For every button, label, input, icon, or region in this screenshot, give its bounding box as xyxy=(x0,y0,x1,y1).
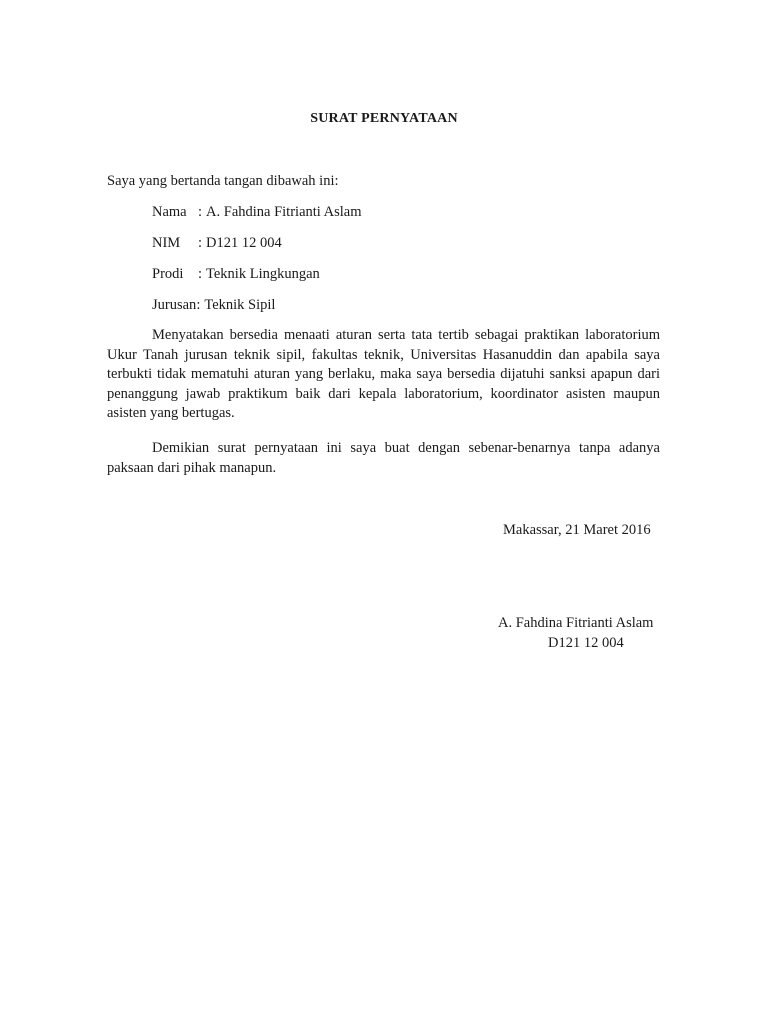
signatory-name: A. Fahdina Fitrianti Aslam xyxy=(498,615,654,631)
field-label: Prodi xyxy=(152,266,184,282)
field-colon: : xyxy=(196,297,201,313)
field-value: A. Fahdina Fitrianti Aslam xyxy=(206,204,362,220)
signatory-nim: D121 12 004 xyxy=(548,635,624,651)
closing-paragraph: Demikian surat pernyataan ini saya buat dengan sebenar-benarnya tanpa adanya paksaan dari pihak manapun. xyxy=(107,440,660,476)
document-title: SURAT PERNYATAAN xyxy=(310,111,458,126)
field-colon: : xyxy=(198,235,203,251)
statement-paragraph: Menyatakan bersedia menaati aturan serta tata tertib sebagai praktikan laboratorium Ukur Tanah jurusan teknik sipil, fakultas teknik, Universitas Hasanuddin dan apabila saya terbukti tidak mematuhi aturan yang berlaku, maka saya bersedia dijatuhi sanksi apapun dari penanggung jawab praktikum baik dari kepala laboratorium, koordinator asisten maupun asisten yang bertugas. xyxy=(107,327,660,421)
field-label: Jurusan xyxy=(152,297,197,313)
field-nama xyxy=(152,204,362,221)
intro-text: Saya yang bertanda tangan dibawah ini: xyxy=(107,173,339,189)
field-label: Nama xyxy=(152,204,187,220)
place-date: Makassar, 21 Maret 2016 xyxy=(503,522,651,538)
field-value: D121 12 004 xyxy=(206,235,282,251)
field-colon: : xyxy=(198,266,203,282)
field-colon: : xyxy=(198,204,203,220)
field-label: NIM xyxy=(152,235,181,251)
field-jurusan xyxy=(152,297,275,314)
field-value: Teknik Sipil xyxy=(204,297,276,313)
field-value: Teknik Lingkungan xyxy=(206,266,320,282)
field-prodi xyxy=(152,266,320,283)
field-nim xyxy=(152,235,282,252)
